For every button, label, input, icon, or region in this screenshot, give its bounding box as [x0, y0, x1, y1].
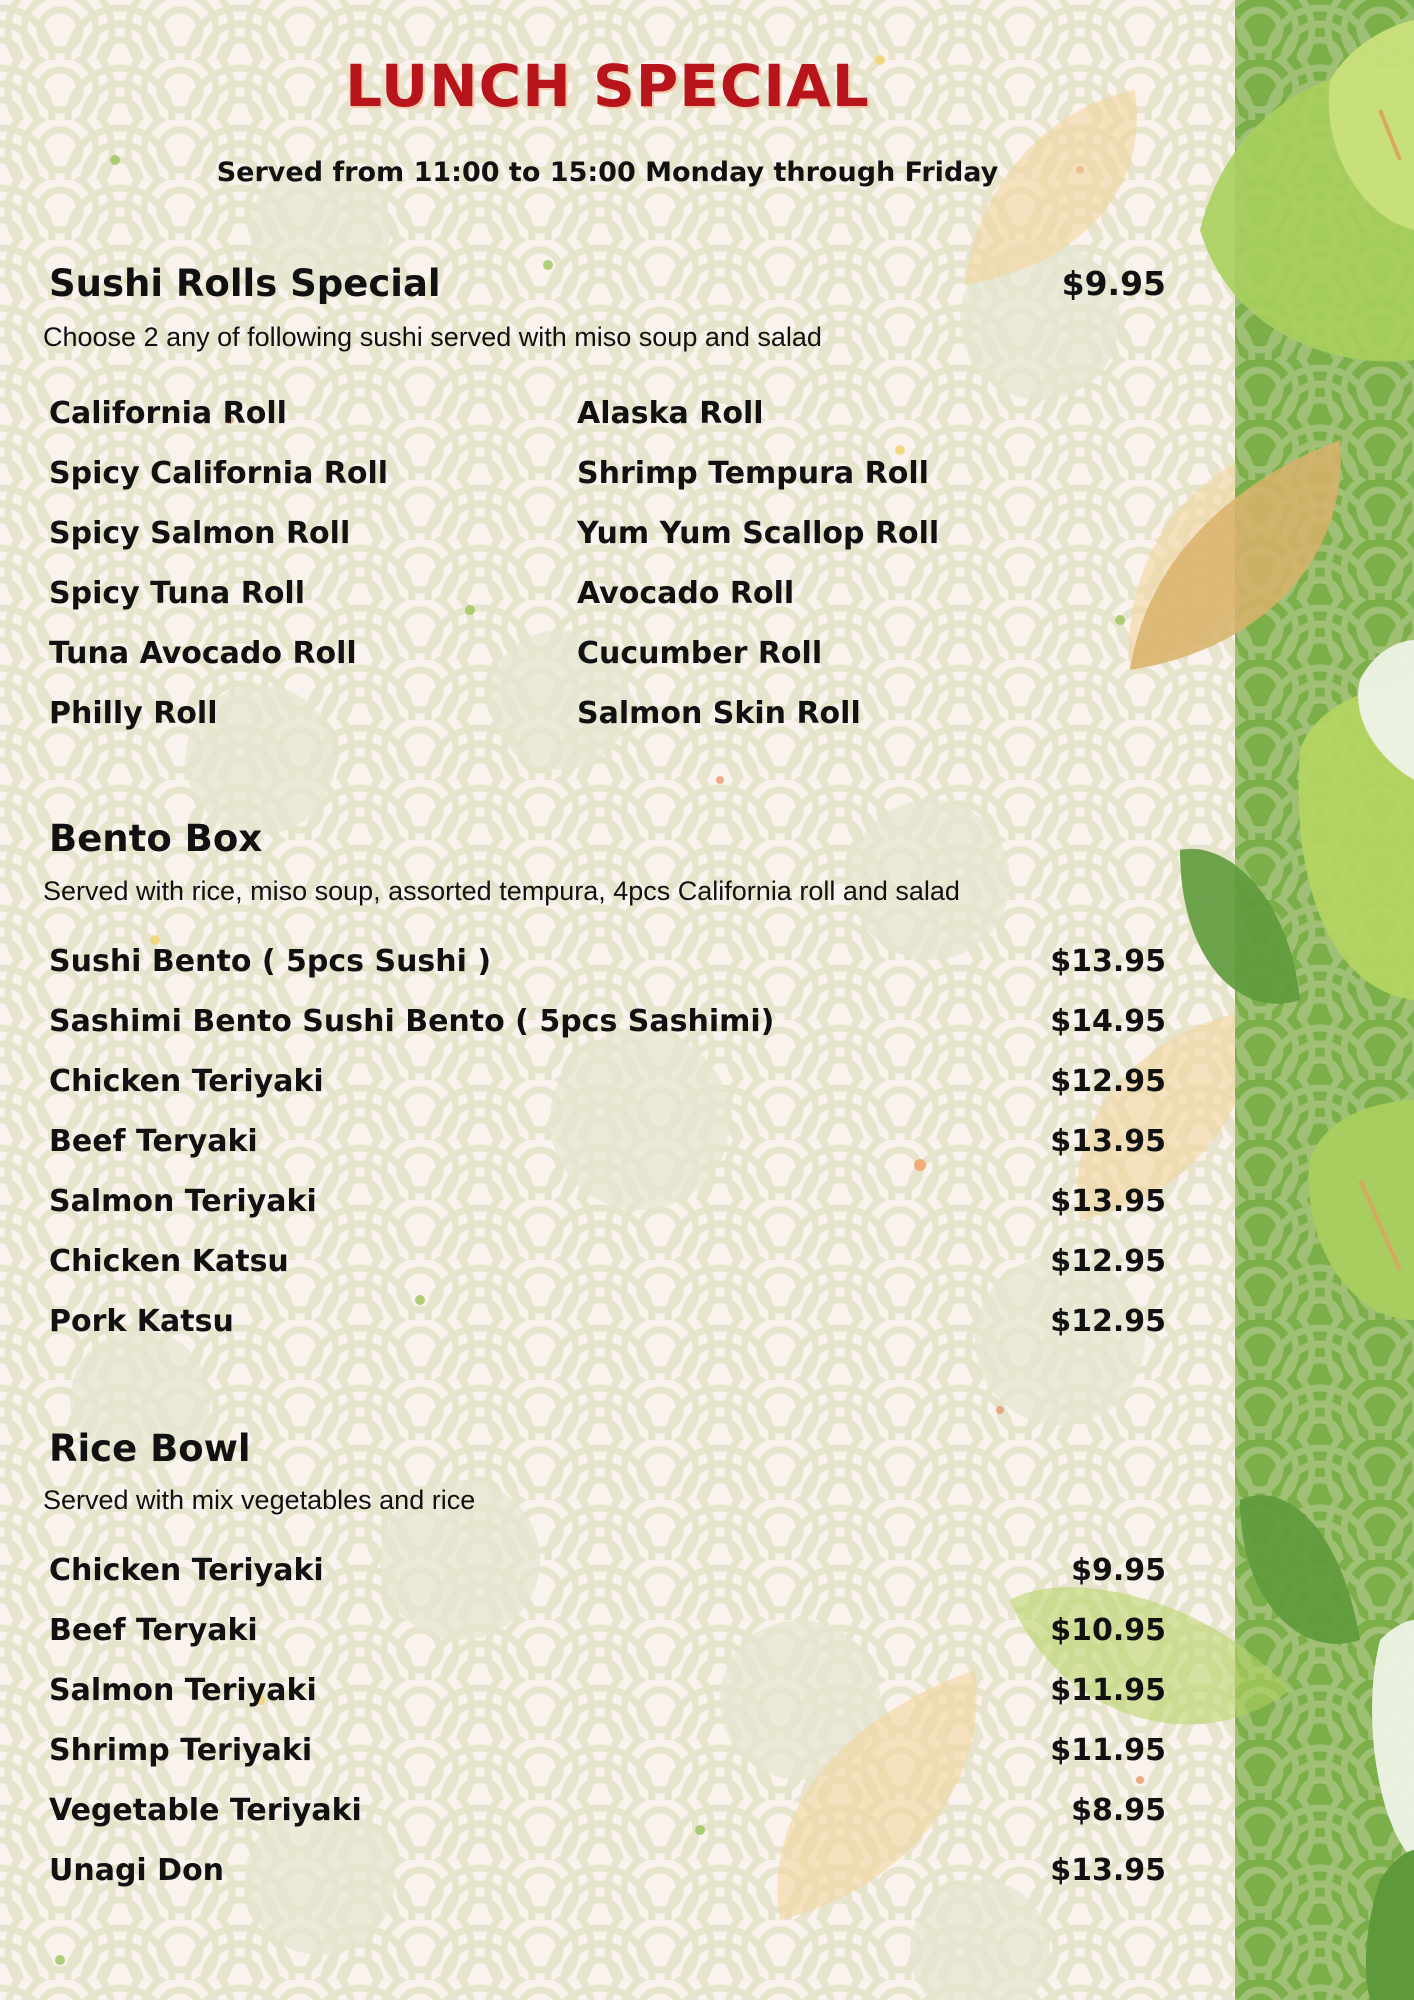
sushi-item: Spicy Salmon Roll [49, 516, 351, 551]
sushi-item: Yum Yum Scallop Roll [577, 516, 940, 551]
sushi-section-price: $9.95 [1061, 264, 1166, 303]
rice-item-name: Shrimp Teriyaki [49, 1733, 313, 1768]
bento-item-price: $12.95 [1050, 1304, 1166, 1339]
bento-item-name: Pork Katsu [49, 1304, 234, 1339]
bento-item-price: $12.95 [1050, 1244, 1166, 1279]
sushi-item: Cucumber Roll [577, 636, 823, 671]
sushi-item: Tuna Avocado Roll [49, 636, 357, 671]
bento-item-name: Chicken Katsu [49, 1244, 289, 1279]
sushi-section-title: Sushi Rolls Special [49, 262, 441, 305]
bento-item-price: $13.95 [1050, 1184, 1166, 1219]
rice-item-name: Salmon Teriyaki [49, 1673, 317, 1708]
rice-item-price: $13.95 [1050, 1853, 1166, 1888]
bento-item-name: Sushi Bento ( 5pcs Sushi ) [49, 944, 492, 979]
sushi-section-description: Choose 2 any of following sushi served with miso soup and salad [43, 322, 822, 352]
sushi-item: Avocado Roll [577, 576, 795, 611]
bento-section-description: Served with rice, miso soup, assorted tempura, 4pcs California roll and salad [43, 876, 960, 906]
rice-item-price: $10.95 [1050, 1613, 1166, 1648]
bento-item-name: Chicken Teriyaki [49, 1064, 324, 1099]
bento-item-name: Beef Teryaki [49, 1124, 258, 1159]
sushi-item: Alaska Roll [577, 396, 764, 431]
menu-subtitle: Served from 11:00 to 15:00 Monday through Friday [216, 157, 999, 188]
sushi-item: Shrimp Tempura Roll [577, 456, 929, 491]
rice-item-name: Unagi Don [49, 1853, 225, 1888]
sushi-item: Salmon Skin Roll [577, 696, 861, 731]
bento-item-price: $13.95 [1050, 944, 1166, 979]
rice-item-name: Beef Teryaki [49, 1613, 258, 1648]
rice-item-name: Chicken Teriyaki [49, 1553, 324, 1588]
rice-item-name: Vegetable Teriyaki [49, 1793, 362, 1828]
sushi-item: Spicy California Roll [49, 456, 389, 491]
menu-title: LUNCH SPECIAL [345, 52, 870, 120]
rice-section-title: Rice Bowl [49, 1427, 251, 1470]
bento-item-price: $13.95 [1050, 1124, 1166, 1159]
bento-section-title: Bento Box [49, 817, 263, 860]
rice-section-description: Served with mix vegetables and rice [43, 1485, 476, 1515]
rice-item-price: $9.95 [1071, 1553, 1166, 1588]
bento-item-price: $12.95 [1050, 1064, 1166, 1099]
sushi-item: Philly Roll [49, 696, 218, 731]
bento-item-name: Salmon Teriyaki [49, 1184, 317, 1219]
rice-item-price: $11.95 [1050, 1733, 1166, 1768]
bento-item-name: Sashimi Bento Sushi Bento ( 5pcs Sashimi) [49, 1004, 775, 1039]
rice-item-price: $11.95 [1050, 1673, 1166, 1708]
rice-item-price: $8.95 [1071, 1793, 1166, 1828]
sushi-item: California Roll [49, 396, 287, 431]
bento-item-price: $14.95 [1050, 1004, 1166, 1039]
sushi-item: Spicy Tuna Roll [49, 576, 305, 611]
